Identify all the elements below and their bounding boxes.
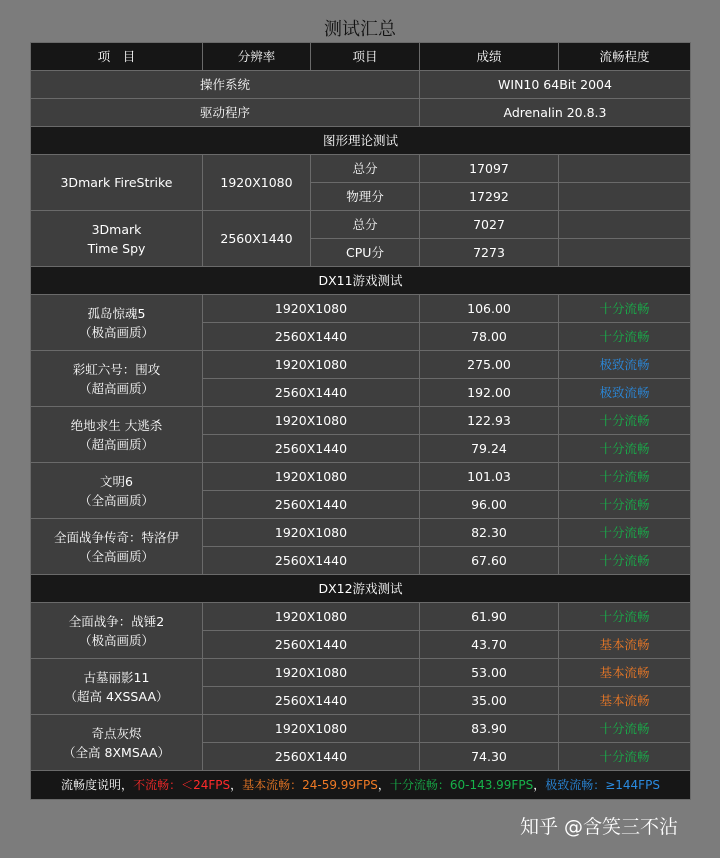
empty-cell xyxy=(559,211,691,239)
table-row xyxy=(31,295,691,323)
table-row xyxy=(31,519,691,547)
header-smoothness: 流畅程度 xyxy=(559,43,691,71)
smoothness-level: 十分流畅 xyxy=(559,743,691,771)
game-quality: （全高 8XMSAA） xyxy=(63,744,170,760)
table-row xyxy=(31,407,691,435)
game-resolution: 1920X1080 xyxy=(203,407,420,435)
empty-cell xyxy=(559,155,691,183)
legend-sep3: ， xyxy=(533,778,546,792)
game-resolution: 1920X1080 xyxy=(203,295,420,323)
smoothness-level: 十分流畅 xyxy=(559,547,691,575)
game-resolution: 2560X1440 xyxy=(203,743,420,771)
game-resolution: 1920X1080 xyxy=(203,463,420,491)
game-quality: （极高画质） xyxy=(78,632,154,648)
page-title: 测试汇总 xyxy=(324,19,396,40)
driver-label: 驱动程序 xyxy=(31,99,420,127)
game-resolution: 1920X1080 xyxy=(203,603,420,631)
game-fps: 78.00 xyxy=(420,323,559,351)
section-title: DX12游戏测试 xyxy=(31,575,691,603)
smoothness-level: 十分流畅 xyxy=(559,323,691,351)
game-resolution: 2560X1440 xyxy=(203,379,420,407)
game-name-cell xyxy=(31,603,203,659)
score-value: 17292 xyxy=(420,183,559,211)
legend-bad: 不流畅：＜24FPS xyxy=(133,778,231,792)
table-row xyxy=(31,155,691,183)
game-fps: 83.90 xyxy=(420,715,559,743)
smoothness-level: 十分流畅 xyxy=(559,603,691,631)
score-value: 7027 xyxy=(420,211,559,239)
empty-cell xyxy=(559,183,691,211)
game-fps: 61.90 xyxy=(420,603,559,631)
test-name: 3Dmark FireStrike xyxy=(31,155,203,211)
score-value: 17097 xyxy=(420,155,559,183)
game-name-cell xyxy=(31,407,203,463)
game-fps: 192.00 xyxy=(420,379,559,407)
test-resolution: 2560X1440 xyxy=(203,211,311,267)
smoothness-level: 十分流畅 xyxy=(559,491,691,519)
test-name-line1: 3Dmark xyxy=(91,221,142,237)
game-resolution: 1920X1080 xyxy=(203,715,420,743)
legend-extreme: 极致流畅：≥144FPS xyxy=(545,778,660,792)
game-name: 古墓丽影11 xyxy=(83,669,150,685)
smoothness-level: 十分流畅 xyxy=(559,519,691,547)
game-quality: （全高画质） xyxy=(78,492,154,508)
game-name-cell xyxy=(31,351,203,407)
section-title: 图形理论测试 xyxy=(31,127,691,155)
header-item: 项 目 xyxy=(31,43,203,71)
game-fps: 122.93 xyxy=(420,407,559,435)
empty-cell xyxy=(559,239,691,267)
game-quality: （超高画质） xyxy=(78,380,154,396)
game-fps: 53.00 xyxy=(420,659,559,687)
os-value: WIN10 64Bit 2004 xyxy=(420,71,691,99)
smoothness-level: 极致流畅 xyxy=(559,379,691,407)
table-row xyxy=(31,659,691,687)
table-row xyxy=(31,715,691,743)
legend-prefix: 流畅度说明， xyxy=(61,778,134,792)
game-resolution: 2560X1440 xyxy=(203,687,420,715)
section-row-dx11 xyxy=(31,267,691,295)
game-fps: 35.00 xyxy=(420,687,559,715)
os-label: 操作系统 xyxy=(31,71,420,99)
game-fps: 67.60 xyxy=(420,547,559,575)
game-name: 全面战争传奇：特洛伊 xyxy=(53,529,179,545)
smoothness-level: 基本流畅 xyxy=(559,631,691,659)
legend-row xyxy=(31,771,691,800)
smoothness-level: 基本流畅 xyxy=(559,687,691,715)
section-row-theory xyxy=(31,127,691,155)
driver-value: Adrenalin 20.8.3 xyxy=(420,99,691,127)
game-resolution: 1920X1080 xyxy=(203,659,420,687)
score-item: CPU分 xyxy=(311,239,420,267)
table-row xyxy=(31,351,691,379)
smoothness-level: 十分流畅 xyxy=(559,407,691,435)
game-fps: 106.00 xyxy=(420,295,559,323)
game-resolution: 2560X1440 xyxy=(203,323,420,351)
table-row xyxy=(31,211,691,239)
game-quality: （超高 4XSSAA） xyxy=(64,688,169,704)
legend-basic: 基本流畅：24-59.99FPS xyxy=(242,778,378,792)
section-title: DX11游戏测试 xyxy=(31,267,691,295)
table-row xyxy=(31,463,691,491)
legend-sep2: ， xyxy=(377,778,390,792)
game-fps: 101.03 xyxy=(420,463,559,491)
game-fps: 96.00 xyxy=(420,491,559,519)
game-fps: 43.70 xyxy=(420,631,559,659)
driver-row xyxy=(31,99,691,127)
watermark: 知乎 @含笑三不沾 xyxy=(520,816,679,838)
section-row-dx12 xyxy=(31,575,691,603)
smoothness-level: 十分流畅 xyxy=(559,295,691,323)
smoothness-level: 基本流畅 xyxy=(559,659,691,687)
header-score: 成绩 xyxy=(420,43,559,71)
game-name: 彩虹六号：围攻 xyxy=(72,361,161,377)
legend-sep1: ， xyxy=(230,778,243,792)
legend xyxy=(31,771,691,800)
game-name: 奇点灰烬 xyxy=(91,725,142,741)
game-name: 绝地求生 大逃杀 xyxy=(70,417,163,433)
table-body xyxy=(31,43,691,800)
game-name-cell xyxy=(31,659,203,715)
game-name: 文明6 xyxy=(100,473,133,489)
game-fps: 74.30 xyxy=(420,743,559,771)
os-row xyxy=(31,71,691,99)
game-name-cell xyxy=(31,295,203,351)
header-resolution: 分辨率 xyxy=(203,43,311,71)
game-quality: （全高画质） xyxy=(78,548,154,564)
game-name-cell xyxy=(31,715,203,771)
game-quality: （超高画质） xyxy=(78,436,154,452)
game-name-cell xyxy=(31,519,203,575)
header-row xyxy=(31,43,691,71)
benchmark-summary-table xyxy=(30,42,691,800)
smoothness-level: 极致流畅 xyxy=(559,351,691,379)
smoothness-level: 十分流畅 xyxy=(559,715,691,743)
game-resolution: 1920X1080 xyxy=(203,519,420,547)
game-name: 全面战争：战锤2 xyxy=(68,613,165,629)
test-name-line2: Time Spy xyxy=(87,240,146,256)
test-resolution: 1920X1080 xyxy=(203,155,311,211)
header-subitem: 项目 xyxy=(311,43,420,71)
game-resolution: 2560X1440 xyxy=(203,547,420,575)
game-fps: 79.24 xyxy=(420,435,559,463)
table-row xyxy=(31,603,691,631)
game-resolution: 2560X1440 xyxy=(203,631,420,659)
score-item: 总分 xyxy=(311,155,420,183)
game-name: 孤岛惊魂5 xyxy=(87,305,146,321)
game-name-cell xyxy=(31,463,203,519)
game-resolution: 1920X1080 xyxy=(203,351,420,379)
game-quality: （极高画质） xyxy=(78,324,154,340)
test-name xyxy=(31,211,203,267)
score-item: 总分 xyxy=(311,211,420,239)
score-value: 7273 xyxy=(420,239,559,267)
game-resolution: 2560X1440 xyxy=(203,491,420,519)
game-fps: 82.30 xyxy=(420,519,559,547)
game-resolution: 2560X1440 xyxy=(203,435,420,463)
score-item: 物理分 xyxy=(311,183,420,211)
game-fps: 275.00 xyxy=(420,351,559,379)
legend-very: 十分流畅：60-143.99FPS xyxy=(389,778,534,792)
smoothness-level: 十分流畅 xyxy=(559,435,691,463)
smoothness-level: 十分流畅 xyxy=(559,463,691,491)
